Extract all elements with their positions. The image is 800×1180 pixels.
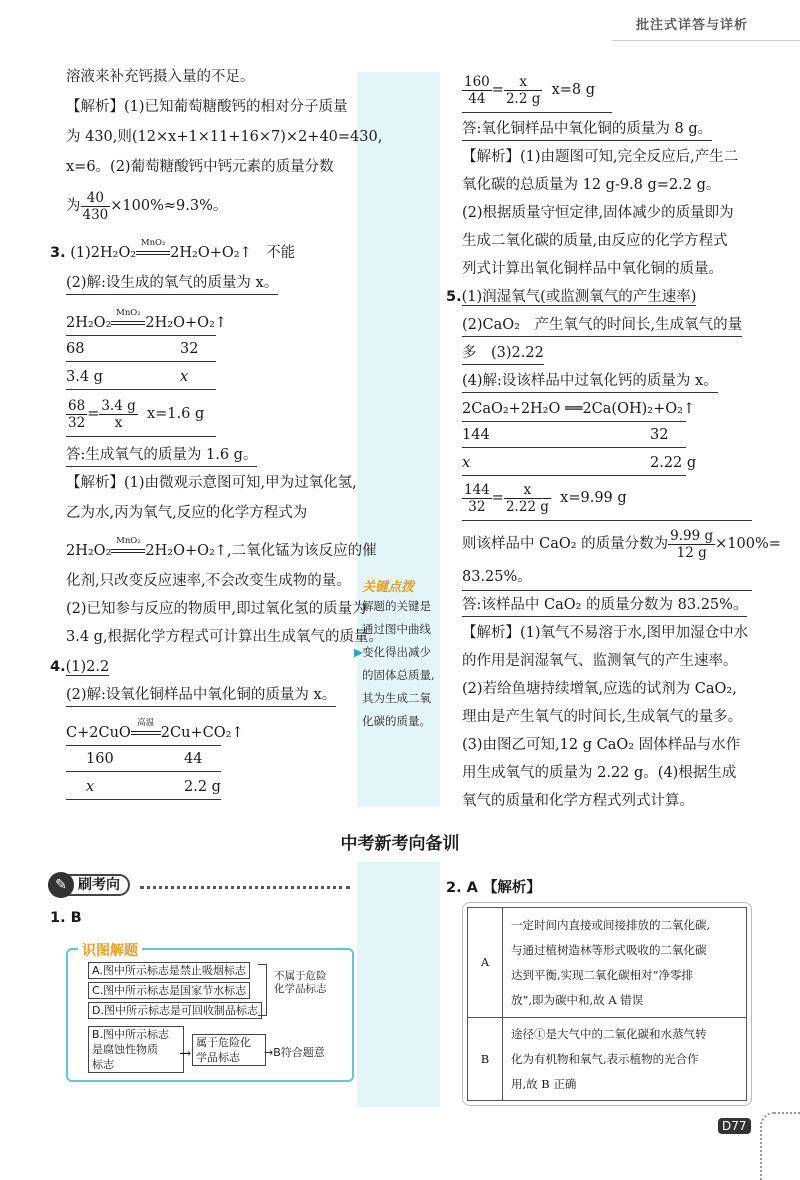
question-number: 4.: [50, 659, 66, 675]
underline: [66, 335, 216, 336]
badge-label: 刷考向: [48, 874, 130, 896]
text: 144: [462, 427, 490, 443]
text-line: 用生成氧气的质量为 2.22 g。(4)根据生成: [462, 765, 737, 781]
underline: [462, 520, 752, 521]
running-header: 批注式详答与详析: [635, 18, 748, 33]
numerator: 68: [68, 397, 86, 414]
underline: [66, 799, 221, 800]
analysis-table: [467, 907, 747, 1101]
text-line: (3)由图乙可知,12 g CaO₂ 固体样品与水作: [462, 737, 741, 753]
answer: 2. A: [446, 880, 478, 896]
text-line: 【解析】(1)氧气不易溶于水,图甲加湿仓中水: [462, 625, 749, 641]
pen-icon: ✎: [48, 872, 74, 898]
fraction: [668, 528, 715, 561]
text-line: 3.4 g,根据化学方程式可计算出生成氧气的质量。: [66, 629, 384, 645]
text: 与通过植树造林等形式吸收的二氧化碳: [511, 942, 707, 957]
underline: [462, 475, 686, 476]
text-line: 答:该样品中 CaO₂ 的质量分数为 83.25%。: [462, 594, 747, 617]
q1-answer: 1. B: [50, 910, 82, 926]
text: 2H₂O₂: [66, 543, 112, 559]
condition-label: 高温: [137, 718, 155, 728]
text: ×100%≈9.3%。: [110, 198, 228, 214]
denominator: 12 g: [676, 544, 707, 561]
fraction: [66, 398, 87, 431]
page-number: [718, 1118, 751, 1134]
badge-row: [48, 874, 130, 894]
dotted-rule: [140, 886, 350, 889]
section-title: 中考新考向备训: [340, 834, 460, 854]
proportion: $\frac{144}{32}$ = $\frac{x}{2.22 g}$ x=9.99 g: [464, 481, 627, 515]
text: 32: [180, 341, 199, 357]
result: x=8 g: [551, 82, 596, 98]
q3-line-1: [50, 238, 296, 264]
denominator: 2.22 g: [505, 498, 549, 515]
text-line: 理由是产生氧气的时间长,生成氧气的量多。: [462, 709, 743, 725]
text: 为: [66, 198, 81, 214]
note-line: 通过图中曲线: [362, 622, 431, 636]
numerator: 160: [464, 73, 490, 90]
denominator: 2.2 g: [505, 90, 541, 107]
percent-line: [462, 524, 781, 564]
text: x: [180, 369, 189, 385]
option-b: [88, 1026, 184, 1073]
fraction-line: [66, 186, 227, 226]
text: ×100%=: [715, 536, 781, 552]
fraction: [81, 190, 111, 223]
catalyst-label: MnO₂: [116, 536, 141, 546]
proportion: $\frac{160}{44}$ = $\frac{x}{2.2 g}$ x=8 g: [464, 73, 596, 107]
text: 2H₂O₂: [66, 315, 112, 331]
result: x=1.6 g: [146, 406, 205, 422]
text-line: 为 430,则(12×x+1×11+16×7)×2+40=430,: [66, 129, 383, 145]
fraction: [99, 398, 137, 431]
underline: [462, 590, 752, 591]
reaction-condition: [111, 308, 145, 334]
text-line: (2)根据质量守恒定律,固体减少的质量即为: [462, 205, 734, 221]
arrow-icon: ▶: [354, 645, 363, 659]
reaction-condition: [131, 718, 161, 744]
note-line: 解题的关键是: [362, 599, 431, 613]
underline: [66, 389, 216, 390]
text: 标志: [92, 1058, 114, 1071]
text: 44: [184, 751, 203, 767]
question-number: 5.: [446, 289, 462, 305]
numerator: 3.4 g: [101, 397, 136, 414]
text: x: [86, 779, 95, 795]
text: (1)2H₂O₂: [70, 245, 137, 261]
text-line: 多 (3)2.22: [462, 342, 544, 365]
text-line: 氧气的质量和化学方程式列式计算。: [462, 793, 694, 809]
option-b-result: →B符合题意: [264, 1046, 325, 1059]
option-b-mid: [192, 1034, 266, 1066]
text: C+2CuO: [66, 725, 131, 741]
underline: [462, 447, 686, 448]
row-content: [503, 908, 747, 1018]
text: 放”,即为碳中和,故 A 错误: [511, 992, 644, 1007]
underline: [66, 745, 221, 746]
brace: [258, 964, 267, 1016]
underline: [66, 771, 221, 772]
page-number-label: D77: [718, 1118, 751, 1134]
row-label: A: [468, 908, 503, 1018]
catalyst-label: MnO₂: [140, 238, 166, 248]
numerator: x: [504, 74, 542, 91]
underline: [66, 361, 216, 362]
row-label: B: [468, 1018, 503, 1101]
fraction: [462, 74, 492, 107]
note-strip-lower: [357, 862, 440, 1107]
equation: [66, 718, 244, 744]
table-row: [468, 908, 747, 1018]
text: 2H₂O+O₂↑,二氧化锰为该反应的催: [145, 543, 377, 559]
note-text: 变化得出减少: [362, 645, 431, 659]
q5-line-1: [446, 286, 696, 308]
text-line: 答:生成氧气的质量为 1.6 g。: [66, 444, 257, 467]
text: 学品标志: [196, 1051, 240, 1064]
text-line: 生成二氧化碳的质量,由反应的化学方程式: [462, 233, 728, 249]
text-line: (2)解:设氧化铜样品中氧化铜的质量为 x。: [66, 684, 336, 707]
text-line: (4)解:设该样品中过氧化钙的质量为 x。: [462, 370, 718, 393]
text: x: [462, 455, 471, 471]
q4-line-1: [50, 656, 109, 678]
tag: 【解析】: [482, 880, 541, 896]
analysis-table-frame: [462, 902, 752, 1106]
text-line: (2)CaO₂ 产生氧气的时间长,生成氧气的量: [462, 314, 742, 337]
text-line: x=6。(2)葡萄糖酸钙中钙元素的质量分数: [66, 159, 334, 175]
option-d: D.图中所示标志是可回收制品标志: [88, 1002, 262, 1019]
note-line: 化碳的质量。: [362, 714, 431, 728]
text: 2Cu+CO₂↑: [160, 725, 244, 741]
answer: (1)2.2: [65, 659, 110, 675]
note-line: 的固体总质量,: [362, 668, 435, 682]
option-a: A.图中所示标志是禁止吸烟标志: [88, 962, 250, 979]
text-line: 氧化碳的总质量为 12 g-9.8 g=2.2 g。: [462, 177, 721, 193]
reaction-condition: [111, 536, 145, 562]
text: 2H₂O+O₂↑: [145, 315, 227, 331]
text: 达到平衡,实现二氧化碳相对“净零排: [511, 967, 694, 982]
text-line: 乙为水,丙为氧气,反应的化学方程式为: [66, 505, 308, 521]
key-point-note: [354, 576, 440, 733]
text: 用,故 B 正确: [511, 1076, 577, 1091]
result: x=9.99 g: [560, 490, 627, 506]
numerator: 144: [464, 481, 490, 498]
text-line: 83.25%。: [462, 569, 532, 585]
numerator: 9.99 g: [670, 527, 714, 544]
header-rule: [612, 40, 800, 41]
denominator: x: [114, 414, 123, 431]
note-line: 其为生成二氧: [362, 691, 431, 705]
text: 则该样品中 CaO₂ 的质量分数为: [462, 536, 669, 552]
arrow-icon: →: [179, 1046, 192, 1062]
numerator: 40: [81, 190, 111, 207]
text-line: 【解析】(1)已知葡萄糖酸钙的相对分子质量: [66, 99, 348, 115]
equation: 2CaO₂+2H₂O ══2Ca(OH)₂+O₂↑: [462, 401, 696, 417]
reaction-condition: [136, 238, 170, 264]
text-line: 的作用是润湿氧气、监测氧气的产生速率。: [462, 653, 738, 669]
text: 160: [86, 751, 114, 767]
fraction: [504, 482, 551, 515]
denominator: 32: [468, 498, 486, 515]
answer: (1)润湿氧气(或监测氧气的产生速率): [461, 289, 697, 305]
fraction: [504, 74, 542, 107]
text: 一定时间内直接或间接排放的二氧化碳,: [511, 917, 711, 932]
text: 是腐蚀性物质: [92, 1043, 158, 1056]
text: 3.4 g: [66, 369, 103, 385]
table-row: [468, 1018, 747, 1101]
denominator: 32: [68, 414, 86, 431]
text: 化为有机物和氧气,表示植物的光合作: [511, 1051, 699, 1066]
text: B.图中所示标志: [92, 1028, 170, 1041]
text-line: [66, 536, 377, 562]
text: 2H₂O+O₂↑ 不能: [170, 245, 296, 261]
text-line: 化剂,只改变反应速率,不会改变生成物的量。: [66, 573, 351, 589]
text: 32: [650, 427, 669, 443]
text-line: 答:氧化铜样品中氧化铜的质量为 8 g。: [462, 118, 712, 141]
text-line: (2)已知参与反应的物质甲,即过氧化氢的质量为: [66, 601, 367, 617]
option-c: C.图中所示标志是国家节水标志: [88, 982, 250, 999]
note-title: 关键点拨: [362, 580, 415, 595]
q2-head: [446, 876, 541, 897]
proportion: $\frac{68}{32}$ = $\frac{3.4 g}{x}$ x=1.6 g: [68, 397, 205, 431]
text-line: 【解析】(1)由题图可知,完全反应后,产生二: [462, 149, 739, 165]
text: 2.22 g: [650, 455, 697, 471]
text: 68: [66, 341, 85, 357]
text-line: 列式计算出氧化铜样品中氧化铜的质量。: [462, 261, 723, 277]
text-line: 溶液来补充钙摄入量的不足。: [66, 69, 255, 85]
catalyst-label: MnO₂: [116, 308, 141, 318]
note-line: [354, 641, 440, 664]
denominator: 44: [468, 90, 486, 107]
row-content: [503, 1018, 747, 1101]
text: 途径①是大气中的二氧化碳和水蒸气转: [511, 1026, 707, 1041]
underline: [462, 421, 686, 422]
page-corner-decoration: [760, 1112, 800, 1180]
text-line: (2)若给鱼塘持续增氧,应选的试剂为 CaO₂,: [462, 681, 737, 697]
text: 2.2 g: [184, 779, 221, 795]
underline: [462, 112, 612, 113]
denominator: 430: [82, 206, 109, 223]
text-line: 【解析】(1)由微观示意图可知,甲为过氧化氢,: [66, 475, 357, 491]
box-title: 识图解题: [78, 940, 142, 960]
question-number: 3.: [50, 245, 66, 261]
fraction: [462, 482, 492, 515]
underline: [66, 436, 216, 437]
equation: [66, 308, 227, 334]
text: 属于危险化: [196, 1036, 251, 1049]
text-line: (2)解:设生成的氧气的质量为 x。: [66, 272, 278, 295]
numerator: x: [504, 482, 551, 499]
group-label: 不属于危险化学品标志: [274, 970, 327, 995]
diagram-box: [66, 943, 354, 1082]
